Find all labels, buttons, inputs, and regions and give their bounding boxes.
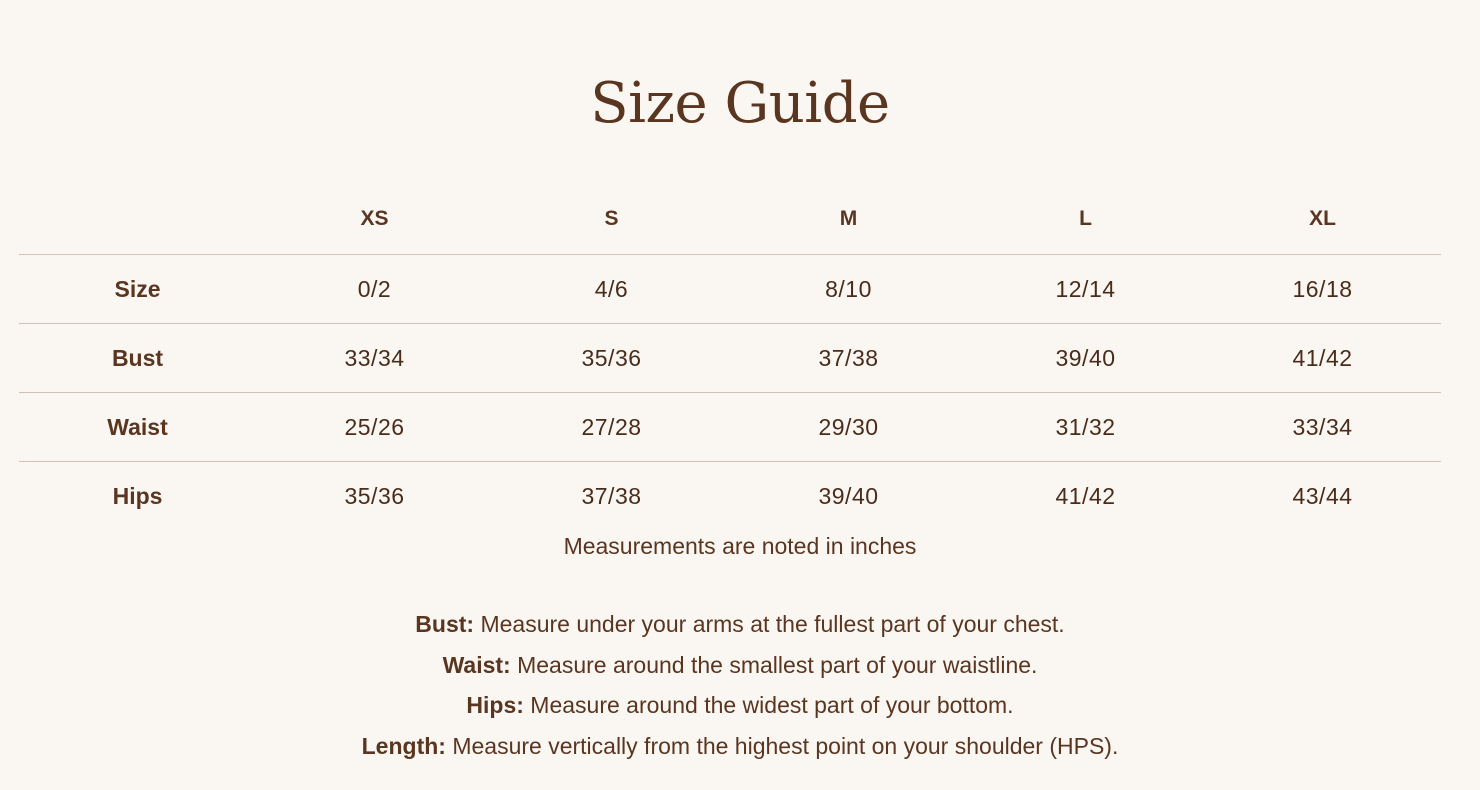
column-header-m: M xyxy=(839,207,858,230)
table-cell: 39/40 xyxy=(730,462,967,531)
table-row-waist xyxy=(19,393,1441,462)
table-cell: 39/40 xyxy=(967,324,1204,393)
column-header-s: S xyxy=(604,207,619,230)
table-cell: 37/38 xyxy=(493,462,730,531)
row-label: Size xyxy=(19,255,256,324)
table-cell: 25/26 xyxy=(256,393,493,462)
table-cell: 27/28 xyxy=(493,393,730,462)
definition-term: Waist: xyxy=(442,651,511,678)
table-cell: 0/2 xyxy=(256,255,493,324)
table-cell: 35/36 xyxy=(493,324,730,393)
table-cell: 29/30 xyxy=(730,393,967,462)
definition-bust xyxy=(0,604,1480,645)
table-cell: 33/34 xyxy=(1204,393,1441,462)
definition-text: Measure around the widest part of your bottom. xyxy=(523,692,1014,719)
table-cell: 4/6 xyxy=(493,255,730,324)
definition-text: Measure vertically from the highest point on your shoulder (HPS). xyxy=(445,733,1119,760)
table-cell: 41/42 xyxy=(967,462,1204,531)
definition-length xyxy=(0,726,1480,767)
table-cell: 12/14 xyxy=(967,255,1204,324)
table-cell: 8/10 xyxy=(730,255,967,324)
table-cell: 43/44 xyxy=(1204,462,1441,531)
definition-waist xyxy=(0,645,1480,686)
table-cell: 33/34 xyxy=(256,324,493,393)
units-note: Measurements are noted in inches xyxy=(563,533,917,559)
row-label: Waist xyxy=(19,393,256,462)
row-label: Hips xyxy=(19,462,256,531)
table-corner-cell xyxy=(19,184,256,255)
table-cell: 35/36 xyxy=(256,462,493,531)
definition-hips xyxy=(0,685,1480,726)
column-header-xl: XL xyxy=(1309,207,1336,230)
table-row-bust xyxy=(19,324,1441,393)
table-cell: 37/38 xyxy=(730,324,967,393)
table-row-size xyxy=(19,255,1441,324)
definition-term: Hips: xyxy=(466,692,524,719)
definition-text: Measure under your arms at the fullest part of your chest. xyxy=(474,611,1065,637)
column-header-l: L xyxy=(1079,207,1092,230)
size-chart-table xyxy=(19,184,1441,530)
definition-term: Length: xyxy=(361,733,446,760)
table-cell: 31/32 xyxy=(967,393,1204,462)
definition-text: Measure around the smallest part of your waistline. xyxy=(510,651,1038,678)
table-cell: 16/18 xyxy=(1204,255,1441,324)
row-label: Bust xyxy=(19,324,256,393)
table-row-hips xyxy=(19,462,1441,531)
table-header-row xyxy=(19,184,1441,255)
definition-term: Bust: xyxy=(415,611,475,637)
column-header-xs: XS xyxy=(360,207,389,230)
measurement-definitions xyxy=(0,604,1480,767)
table-cell: 41/42 xyxy=(1204,324,1441,393)
page-title: Size Guide xyxy=(590,71,890,136)
